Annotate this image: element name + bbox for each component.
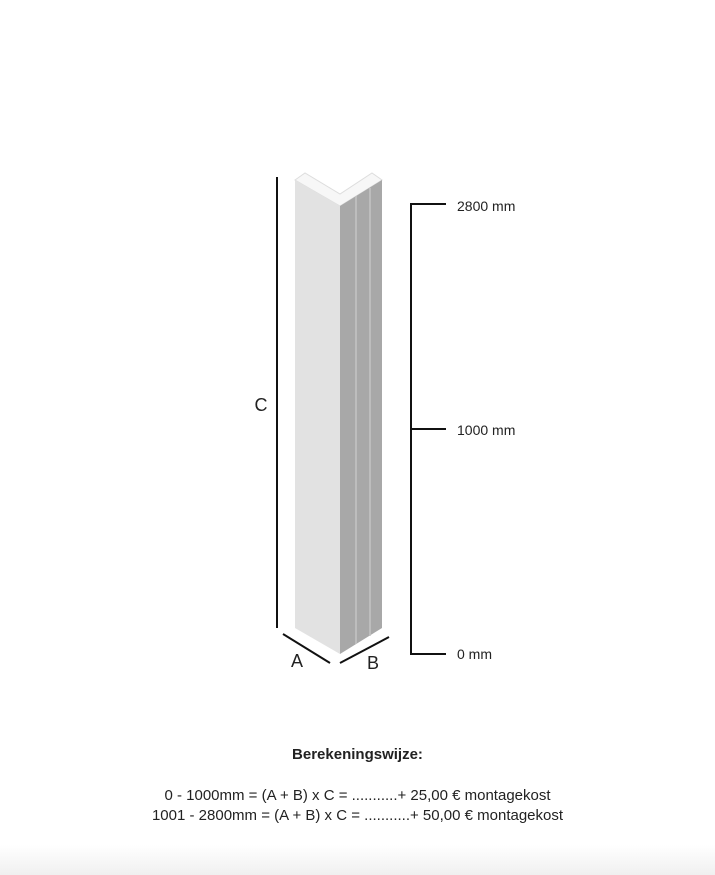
- page-bottom-shadow: [0, 845, 715, 875]
- height-label: C: [254, 395, 268, 415]
- scale-label-2800: 2800 mm: [457, 198, 516, 214]
- corner-profile: [295, 173, 382, 654]
- scale-label-1000: 1000 mm: [457, 422, 516, 438]
- formula-line: 0 - 1000mm = (A + B) x C = ...........+ 25,00 € montagekost: [164, 787, 551, 804]
- formula-line: 1001 - 2800mm = (A + B) x C = ...........+ 50,00 € montagekost: [151, 807, 564, 824]
- width-b-label: B: [366, 653, 380, 673]
- calculation-title: Berekeningswijze:: [292, 746, 423, 763]
- scale-label-0: 0 mm: [457, 646, 492, 662]
- profile-side-face: [340, 180, 382, 654]
- profile-front-face: [295, 180, 340, 654]
- width-a-label: A: [290, 651, 304, 671]
- height-scale: [411, 198, 515, 662]
